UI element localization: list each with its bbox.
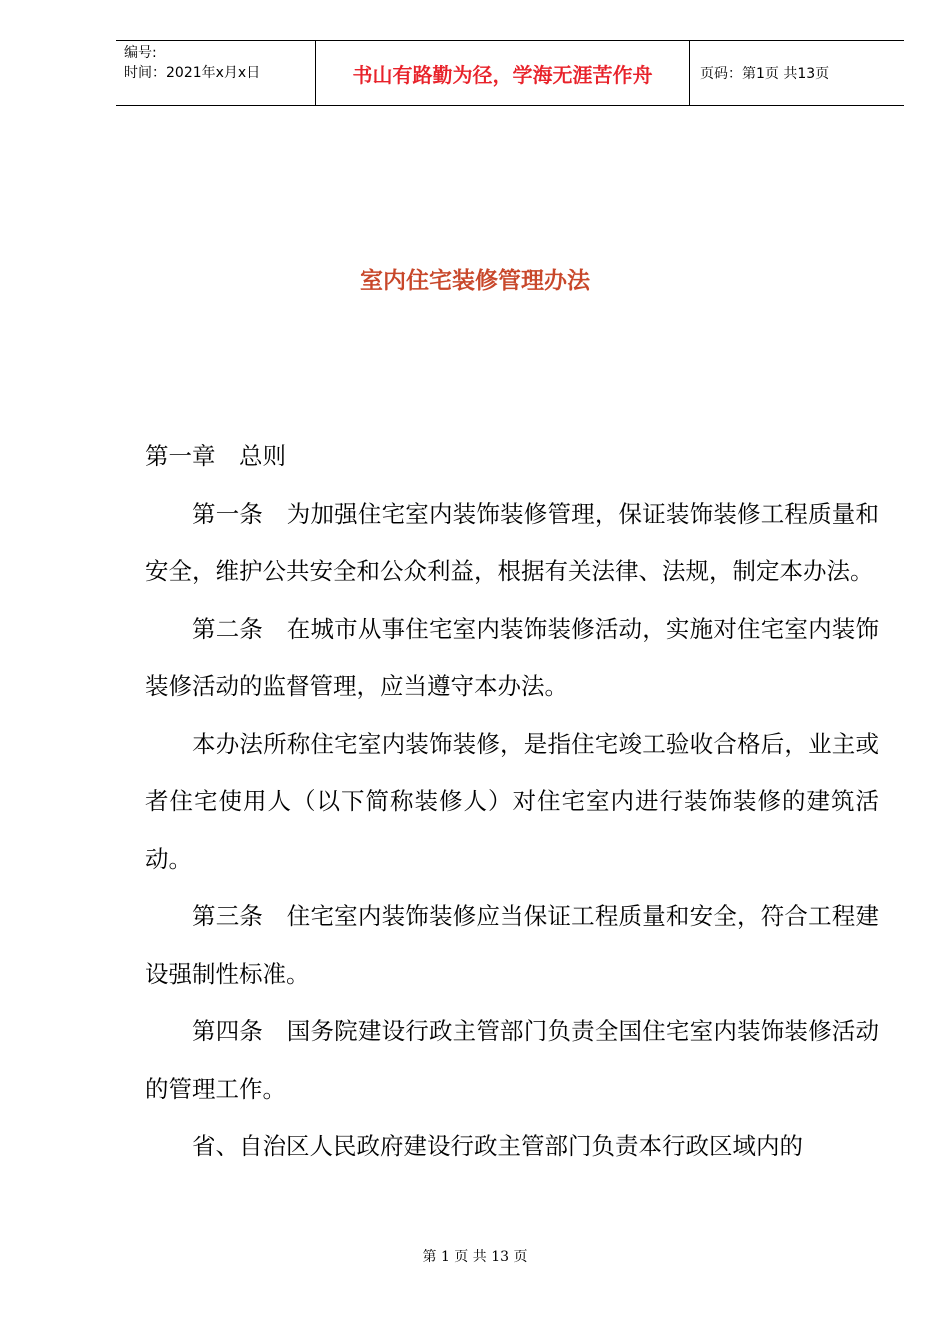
article-paragraph: 省、自治区人民政府建设行政主管部门负责本行政区域内的	[192, 1132, 803, 1160]
article-paragraph: 本办法所称住宅室内装饰装修，是指住宅竣工验收合格后，业主或者住宅使用人（以下简称装修人）对住宅室内进行装饰装修的建筑活动。	[145, 729, 879, 873]
header-page-info: 页码：第1页 共13页	[700, 66, 830, 82]
header-meta-cell	[116, 41, 316, 105]
chapter-heading: 第一章 总则	[145, 442, 286, 470]
document-body	[145, 428, 879, 1176]
article-paragraph: 第二条 在城市从事住宅室内装饰装修活动，实施对住宅室内装饰装修活动的监督管理，应当遵守本办法。	[145, 614, 879, 700]
serial-number-label: 编号:	[124, 45, 157, 61]
page-footer: 第 1 页 共 13 页	[422, 1249, 528, 1265]
time-label: 时间：2021年x月x日	[124, 65, 261, 81]
page-header	[116, 40, 904, 106]
document-title: 室内住宅装修管理办法	[360, 268, 590, 294]
article-paragraph: 第四条 国务院建设行政主管部门负责全国住宅室内装饰装修活动的管理工作。	[145, 1017, 879, 1103]
article-paragraph: 第一条 为加强住宅室内装饰装修管理，保证装饰装修工程质量和安全，维护公共安全和公众利益，根据有关法律、法规，制定本办法。	[145, 499, 879, 585]
header-motto: 书山有路勤为径，学海无涯苦作舟	[316, 41, 690, 105]
article-paragraph: 第三条 住宅室内装饰装修应当保证工程质量和安全，符合工程建设强制性标准。	[145, 902, 879, 988]
